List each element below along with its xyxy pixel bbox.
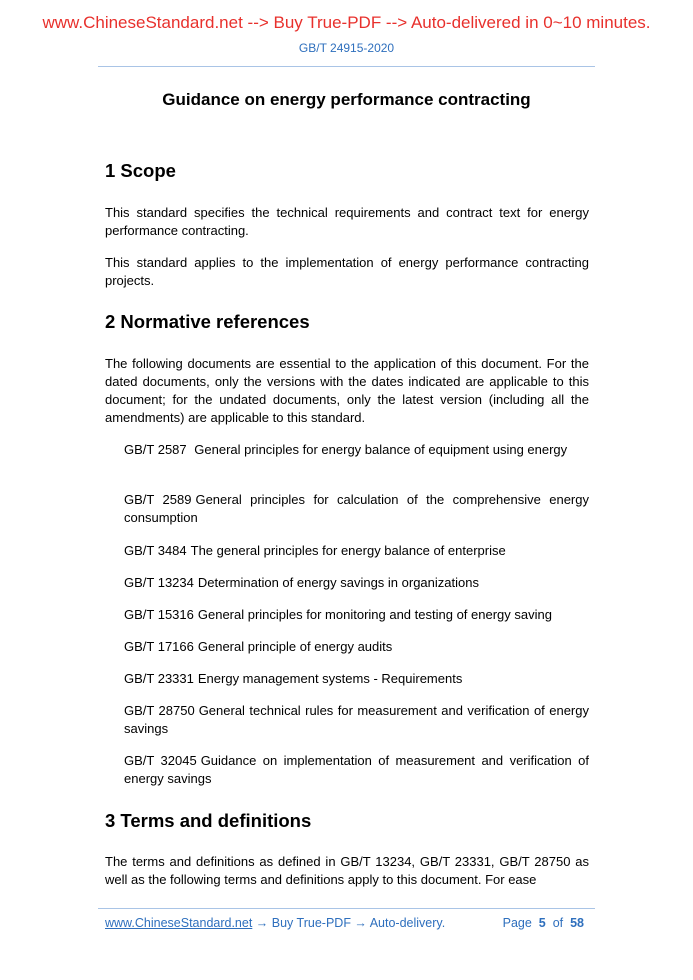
scope-paragraph-1: This standard specifies the technical requirements and contract text for energy performance contracting. bbox=[105, 205, 589, 238]
document-title: Guidance on energy performance contracting bbox=[162, 90, 531, 109]
reference-code: GB/T 17166 bbox=[124, 639, 194, 654]
reference-code: GB/T 23331 bbox=[124, 671, 194, 686]
top-banner-link[interactable]: www.ChineseStandard.net --> Buy True-PDF --> Auto-delivered in 0~10 minutes. bbox=[42, 13, 651, 32]
reference-title: Determination of energy savings in organizations bbox=[197, 575, 479, 590]
footer-site-link[interactable]: www.ChineseStandard.net bbox=[105, 916, 253, 930]
footer-buy-link[interactable]: Buy True-PDF bbox=[271, 916, 351, 930]
reference-title: General principles for monitoring and testing of energy saving bbox=[197, 607, 552, 622]
reference-item bbox=[124, 441, 589, 459]
page-current: 5 bbox=[538, 916, 546, 930]
terms-definitions-paragraph: The terms and definitions as defined in GB/T 13234, GB/T 23331, GB/T 28750 as well as the following terms and definitions apply to this document. For ease bbox=[105, 854, 589, 887]
scope-paragraph-2: This standard applies to the implementation of energy performance contracting projects. bbox=[105, 255, 589, 288]
reference-title: General principle of energy audits bbox=[197, 639, 393, 654]
footer-delivery-text: Auto-delivery. bbox=[369, 916, 446, 930]
reference-item bbox=[124, 702, 589, 738]
footer-links bbox=[105, 916, 445, 930]
footer-divider bbox=[98, 908, 595, 909]
reference-item bbox=[124, 752, 589, 788]
reference-item bbox=[124, 606, 589, 624]
normative-references-paragraph: The following documents are essential to the application of this document. For the dated documents, only the versions with the dates indicated are applicable to this document; for the undated documents, only the latest version (including all the amendments) are applicable to this standard. bbox=[105, 356, 589, 425]
reference-title: General principles for energy balance of equipment using energy bbox=[194, 442, 568, 457]
reference-title: Guidance on implementation of measurement and verification of energy savings bbox=[124, 753, 589, 786]
page-of: of bbox=[552, 916, 564, 930]
reference-title: The general principles for energy balance of enterprise bbox=[190, 543, 506, 558]
document-number: GB/T 24915-2020 bbox=[298, 41, 395, 55]
section-2-heading: 2 Normative references bbox=[105, 311, 310, 332]
reference-code: GB/T 13234 bbox=[124, 575, 194, 590]
reference-item bbox=[124, 491, 589, 527]
arrow-right-icon: → bbox=[252, 916, 272, 930]
header-divider bbox=[98, 66, 595, 67]
reference-code: GB/T 15316 bbox=[124, 607, 194, 622]
reference-item bbox=[124, 574, 589, 592]
reference-title: Energy management systems - Requirements bbox=[197, 671, 463, 686]
page-total: 58 bbox=[570, 916, 584, 930]
reference-title: General principles for calculation of the comprehensive energy consumption bbox=[124, 492, 589, 525]
reference-title: General technical rules for measurement and verification of energy savings bbox=[124, 703, 589, 736]
reference-item bbox=[124, 542, 589, 560]
arrow-right-icon: → bbox=[350, 916, 370, 930]
reference-code: GB/T 2587 bbox=[124, 442, 187, 457]
section-3-heading: 3 Terms and definitions bbox=[105, 810, 312, 831]
reference-code: GB/T 2589 bbox=[124, 492, 192, 507]
section-1-heading: 1 Scope bbox=[105, 160, 176, 181]
reference-item bbox=[124, 670, 589, 688]
page-label: Page bbox=[502, 916, 532, 930]
reference-code: GB/T 32045 bbox=[124, 753, 197, 768]
page-indicator bbox=[503, 916, 584, 930]
reference-item bbox=[124, 638, 589, 656]
reference-code: GB/T 3484 bbox=[124, 543, 187, 558]
reference-code: GB/T 28750 bbox=[124, 703, 195, 718]
